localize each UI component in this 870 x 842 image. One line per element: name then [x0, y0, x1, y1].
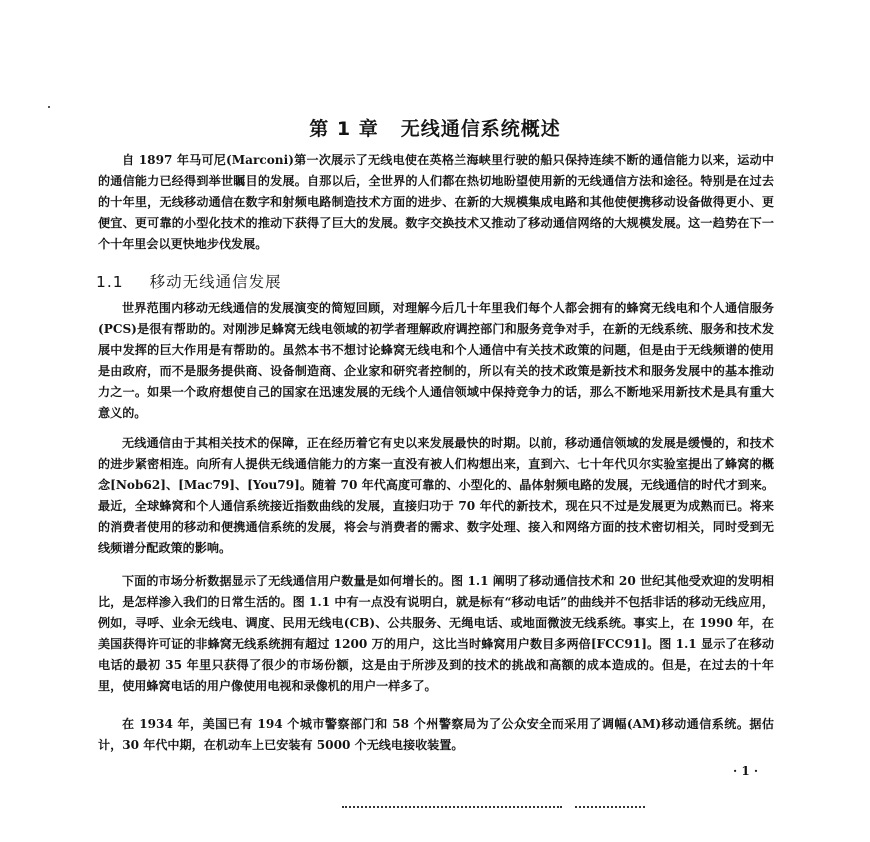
scan-artifact-line	[342, 806, 562, 808]
chapter-title-text: 无线通信系统概述	[400, 118, 561, 140]
section-number: 1.1	[96, 273, 124, 291]
section-paragraph: 世界范围内移动无线通信的发展演变的简短回顾，对理解今后几十年里我们每个人都会拥有的蜂窝无线电和个人通信服务(PCS)是很有帮助的。对刚涉足蜂窝无线电领域的初学者理解政府调控部门和服务竞争对手，在新的无线系统、服务和技术发展中发挥的巨大作用是有帮助的。虽然本书不想讨论蜂窝无线电和个人通信中有关技术政策的问题，但是由于无线频谱的使用是由政府，而不是服务提供商、设备制造商、企业家和研究者控制的，所以有关的技术政策是新技术和服务发展中的基本推动力之一。如果一个政府想使自己的国家在迅速发展的无线个人通信领域中保持竞争力的话，那么不断地采用新技术是具有重大意义的。	[98, 301, 774, 421]
chapter-number: 第 1 章	[309, 118, 379, 140]
scan-artifact-line	[575, 806, 645, 808]
section-heading	[96, 270, 282, 292]
scan-speck	[48, 106, 50, 108]
chapter-title	[0, 114, 870, 141]
section-paragraph: 下面的市场分析数据显示了无线通信用户数量是如何增长的。图 1.1 阐明了移动通信技术和 20 世纪其他受欢迎的发明相比，是怎样渗入我们的日常生活的。图 1.1 中有一点没有说明白，就是标有“移动电话”的曲线并不包括非话的移动无线应用，例如，寻呼、业余无线电、调度、民用无线电(CB)、公共服务、无绳电话、或地面微波无线系统。事实上，在 1990 年，在美国获得许可证的非蜂窝无线系统拥有超过 1200 万的用户，这比当时蜂窝用户数目多两倍[FCC91]。图 1.1 显示了在移动电话的最初 35 年里只获得了很少的市场份额，这是由于所涉及到的技术的挑战和高额的成本造成的。但是，在过去的十年里，使用蜂窝电话的用户像使用电视和录像机的用户一样多了。	[98, 574, 774, 694]
section-paragraph: 在 1934 年，美国已有 194 个城市警察部门和 58 个州警察局为了公众安全而采用了调幅(AM)移动通信系统。据估计，30 年代中期，在机动车上已安装有 5000 个无线电接收装置。	[98, 717, 774, 753]
intro-paragraph: 自 1897 年马可尼(Marconi)第一次展示了无线电使在英格兰海峡里行驶的船只保持连续不断的通信能力以来，运动中的通信能力已经得到举世瞩目的发展。自那以后，全世界的人们都在热切地盼望使用新的无线通信方法和途径。特别是在过去的十年里，无线移动通信在数字和射频电路制造技术方面的进步、在新的大规模集成电路和其他使便携移动设备做得更小、更便宜、更可靠的小型化技术的推动下获得了巨大的发展。数字交换技术又推动了移动通信网络的大规模发展。这一趋势在下一个十年里会以更快地步伐发展。	[98, 153, 774, 252]
page-number: · 1 ·	[733, 764, 759, 778]
section-title-text: 移动无线通信发展	[149, 273, 282, 291]
section-paragraph: 无线通信由于其相关技术的保障，正在经历着它有史以来发展最快的时期。以前，移动通信领域的发展是缓慢的，和技术的进步紧密相连。向所有人提供无线通信能力的方案一直没有被人们构想出来，直到六、七十年代贝尔实验室提出了蜂窝的概念[Nob62]、[Mac79]、[You79]。随着 70 年代高度可靠的、小型化的、晶体射频电路的发展，无线通信的时代才到来。最近，全球蜂窝和个人通信系统接近指数曲线的发展，直接归功于 70 年代的新技术，现在只不过是发展更为成熟而已。将来的消费者使用的移动和便携通信系统的发展，将会与消费者的需求、数字处理、接入和网络方面的技术密切相关，同时受到无线频谱分配政策的影响。	[98, 436, 774, 556]
